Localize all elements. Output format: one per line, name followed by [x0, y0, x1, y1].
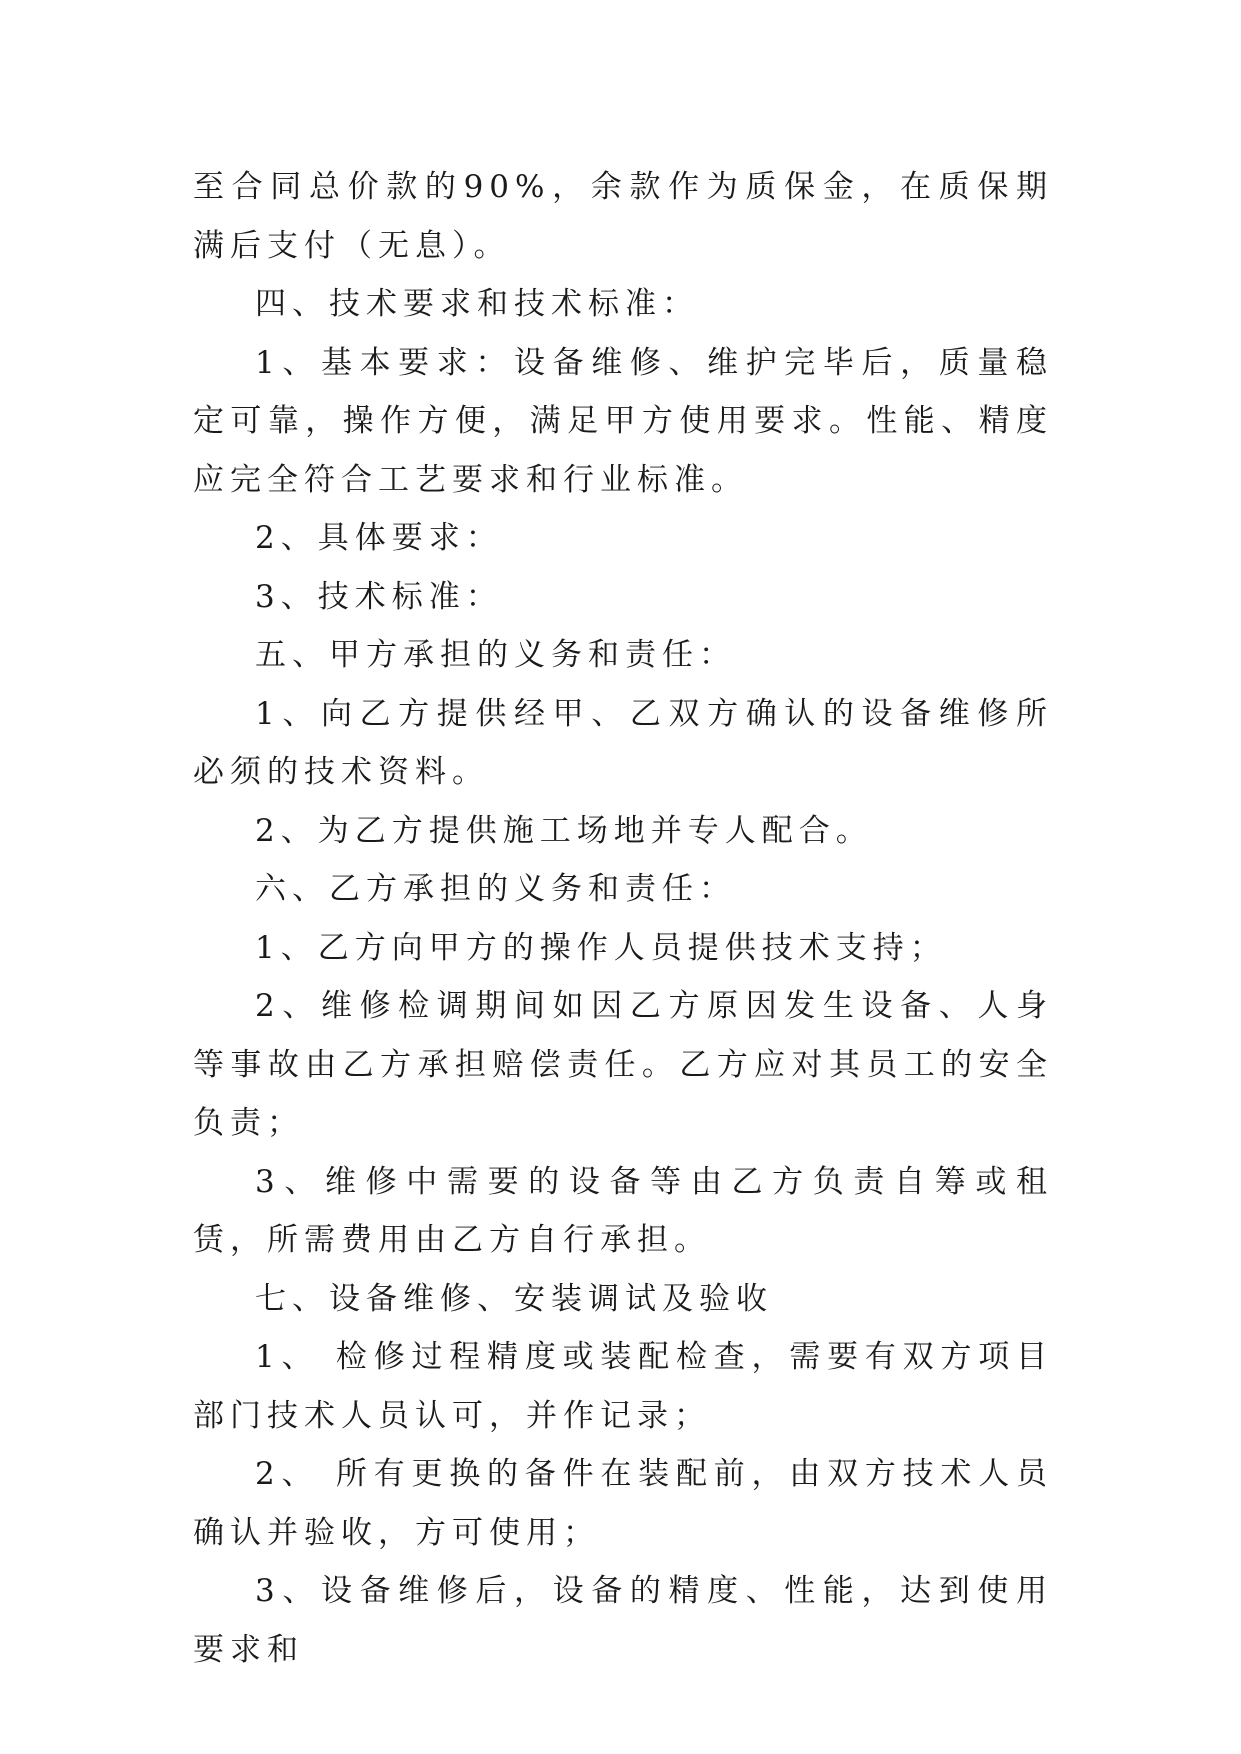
paragraph-acceptance-item-1: 1、 检修过程精度或装配检查，需要有双方项目部门技术人员认可，并作记录； [193, 1339, 1053, 1434]
section-heading-technical-requirements: 四、技术要求和技术标准： [255, 286, 699, 322]
document-body [193, 158, 1053, 1679]
paragraph-payment-terms: 至合同总价款的90%，余款作为质保金，在质保期满后支付（无息）。 [193, 169, 1053, 264]
section-heading-party-b-obligations: 六、乙方承担的义务和责任： [255, 871, 736, 907]
paragraph-party-a-item-2: 2、为乙方提供施工场地并专人配合。 [255, 812, 873, 849]
paragraph-technical-standards: 3、技术标准： [255, 578, 503, 615]
section-heading-repair-acceptance: 七、设备维修、安装调试及验收 [255, 1280, 773, 1317]
paragraph-acceptance-item-3: 3、设备维修后，设备的精度、性能，达到使用要求和 [193, 1573, 1053, 1668]
paragraph-party-a-item-1: 1、向乙方提供经甲、乙双方确认的设备维修所必须的技术资料。 [193, 695, 1053, 790]
paragraph-party-b-item-1: 1、乙方向甲方的操作人员提供技术支持； [255, 929, 947, 966]
section-heading-party-a-obligations: 五、甲方承担的义务和责任： [255, 637, 736, 673]
paragraph-acceptance-item-2: 2、 所有更换的备件在装配前，由双方技术人员确认并验收，方可使用； [193, 1456, 1053, 1551]
paragraph-party-b-item-2: 2、维修检调期间如因乙方原因发生设备、人身等事故由乙方承担赔偿责任。乙方应对其员工的安全负责； [193, 988, 1053, 1141]
paragraph-specific-requirements: 2、具体要求： [255, 520, 503, 556]
paragraph-basic-requirements: 1、基本要求：设备维修、维护完毕后，质量稳定可靠，操作方便，满足甲方使用要求。性能、精度应完全符合工艺要求和行业标准。 [193, 344, 1053, 498]
paragraph-party-b-item-3: 3、维修中需要的设备等由乙方负责自筹或租赁，所需费用由乙方自行承担。 [193, 1163, 1053, 1258]
